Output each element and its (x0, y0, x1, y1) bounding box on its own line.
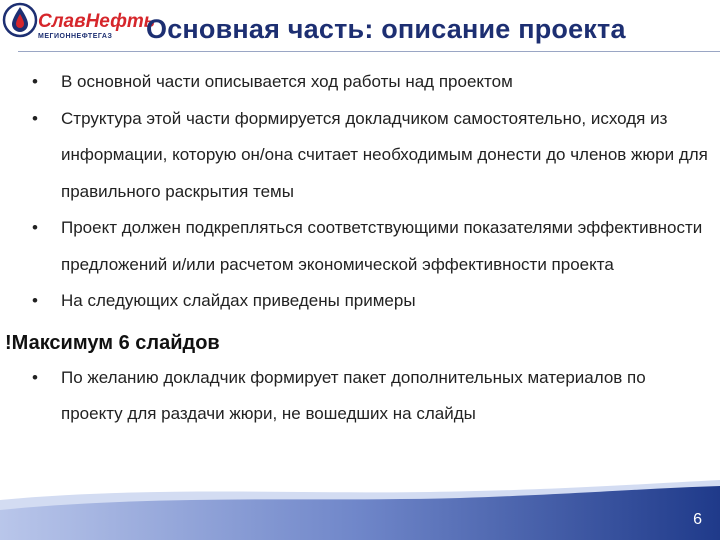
bullet-text: Проект должен подкрепляться соответствующими показателями эффективности предложений и/или расчетом экономической эффективности проекта (61, 218, 703, 274)
company-logo (0, 0, 156, 44)
page-number: 6 (693, 511, 702, 528)
max-slides-note: !Максимум 6 слайдов (5, 331, 220, 354)
bullet-text: В основной части описывается ход работы над проектом (61, 72, 513, 91)
title-divider (18, 51, 720, 52)
bullet-item: • На следующих слайдах приведены примеры (32, 291, 416, 310)
footer-band (0, 480, 720, 540)
bullet-text: На следующих слайдах приведены примеры (61, 291, 416, 310)
logo-wordmark: СлавНефть (38, 11, 156, 32)
bullet-item: • В основной части описывается ход работы над проектом (32, 72, 513, 91)
bullet-text: По желанию докладчик формирует пакет дополнительных материалов по проекту для раздачи жюри, не вошедших на слайды (61, 367, 646, 423)
bullet-text: Структура этой части формируется докладчиком самостоятельно, исходя из информации, которую он/она считает необходимым донести до членов жюри для правильного раскрытия темы (61, 108, 708, 201)
bullet-item: • По желанию докладчик формирует пакет дополнительных материалов по проекту для раздачи жюри, не вошедших на слайды (32, 367, 646, 423)
slide-title: Основная часть: описание проекта (146, 14, 626, 44)
slide-body (5, 64, 712, 433)
bullet-item: • Структура этой части формируется докладчиком самостоятельно, исходя из информации, которую он/она считает необходимым донести до членов жюри для правильного раскрытия темы (32, 108, 708, 201)
bullet-item: • Проект должен подкрепляться соответствующими показателями эффективности предложений и/или расчетом экономической эффективности проекта (32, 218, 703, 274)
logo-subtext: МЕГИОННЕФТЕГАЗ (38, 33, 113, 40)
